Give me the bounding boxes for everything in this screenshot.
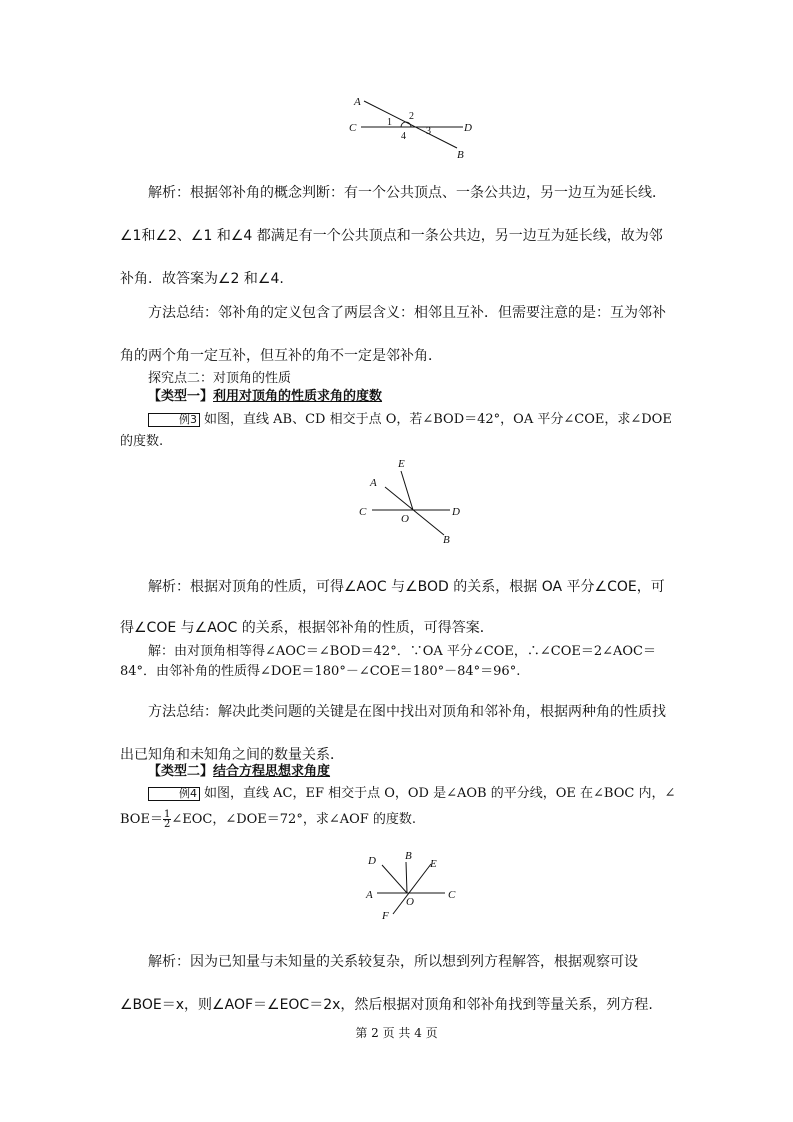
line-ab: [385, 487, 444, 535]
label-c: C: [448, 889, 456, 901]
label-angle-1: 1: [387, 117, 392, 128]
label-a: A: [370, 477, 377, 489]
label-c: C: [349, 122, 357, 134]
exploration-point-2-title: 探究点二：对顶角的性质: [148, 371, 292, 386]
label-c: C: [359, 506, 367, 518]
label-b: B: [443, 534, 450, 546]
method-summary-1: 方法总结：邻补角的定义包含了两层含义：相邻且互补．但需要注意的是：互为邻补角的两个角一定互补，但互补的角不一定是邻补角．: [120, 305, 666, 364]
example-4-line-1: [120, 786, 676, 802]
label-o: O: [406, 896, 414, 908]
figure-adjacent-angles: [340, 90, 490, 162]
figure-vertical-angles: [355, 455, 475, 550]
label-angle-3: 3: [426, 126, 431, 137]
page-footer: 第 2 页 共 4 页: [355, 1026, 438, 1040]
ray-ob: [406, 862, 407, 893]
ray-od: [382, 865, 407, 893]
example-3-badge: 例3: [148, 413, 200, 427]
label-d: D: [452, 506, 460, 518]
type1-title: 利用对顶角的性质求角的度数: [213, 389, 383, 404]
example-3-text: 如图，直线 AB、CD 相交于点 O，若∠BOD＝42°，OA 平分∠COE，求∠DOE 的度数.: [120, 412, 672, 449]
solution-paragraph: 解：由对顶角相等得∠AOC＝∠BOD＝42°．∵OA 平分∠COE，∴∠COE＝2∠AOC＝84°．由邻补角的性质得∠DOE＝180°－∠COE＝180°－84°＝96°.: [120, 644, 657, 679]
type2-bracket: 【类型二】: [148, 764, 214, 779]
analysis-paragraph-1: 解析：根据邻补角的概念判断：有一个公共顶点、一条公共边，另一边互为延长线．∠1和∠2、∠1 和∠4 都满足有一个公共顶点和一条公共边，另一边互为延长线，故为邻补角．故答案为∠2 和∠4.: [120, 185, 666, 287]
example-4-prefix: BOE＝: [120, 812, 163, 827]
fraction-numerator: 1: [163, 809, 171, 820]
label-b: B: [457, 149, 464, 161]
label-a: A: [354, 96, 361, 108]
example-3: [120, 409, 676, 453]
type1-bracket: 【类型一】: [148, 389, 214, 404]
analysis-paragraph-2: 解析：根据对顶角的性质，可得∠AOC 与∠BOD 的关系，根据 OA 平分∠COE，可得∠COE 与∠AOC 的关系，根据邻补角的性质，可得答案．: [120, 579, 665, 636]
label-e: E: [430, 858, 437, 870]
fraction-denominator: 2: [163, 819, 171, 830]
method-summary-2: 方法总结：解决此类问题的关键是在图中找出对顶角和邻补角，根据两种角的性质找出已知角和未知角之间的数量关系．: [120, 704, 666, 763]
label-d: D: [368, 855, 376, 867]
type2-title: 结合方程思想求角度: [213, 764, 331, 779]
analysis-paragraph-3: 解析：因为已知量与未知量的关系较复杂，所以想到列方程解答，根据观察可设∠BOE＝x，则∠AOF＝∠EOC＝2x，然后根据对顶角和邻补角找到等量关系，列方程.: [120, 954, 653, 1013]
example-4-badge: 例4: [148, 787, 200, 801]
example-4-line-2: [120, 810, 676, 829]
example-4-text: 如图，直线 AC，EF 相交于点 O，OD 是∠AOB 的平分线，OE 在∠BOC 内，∠: [204, 786, 676, 801]
label-b: B: [405, 850, 412, 862]
figure-equation-angles: [360, 848, 465, 923]
label-e: E: [398, 458, 405, 470]
ray-oe: [401, 471, 413, 510]
type2-heading: [120, 764, 676, 780]
label-o: O: [401, 513, 409, 525]
label-angle-2: 2: [409, 111, 414, 122]
example-4-suffix: ∠EOC，∠DOE＝72°，求∠AOF 的度数.: [171, 812, 417, 827]
type1-heading: [120, 389, 676, 405]
label-a: A: [366, 889, 373, 901]
label-f: F: [382, 910, 389, 922]
label-d: D: [464, 122, 472, 134]
label-angle-4: 4: [401, 131, 406, 142]
